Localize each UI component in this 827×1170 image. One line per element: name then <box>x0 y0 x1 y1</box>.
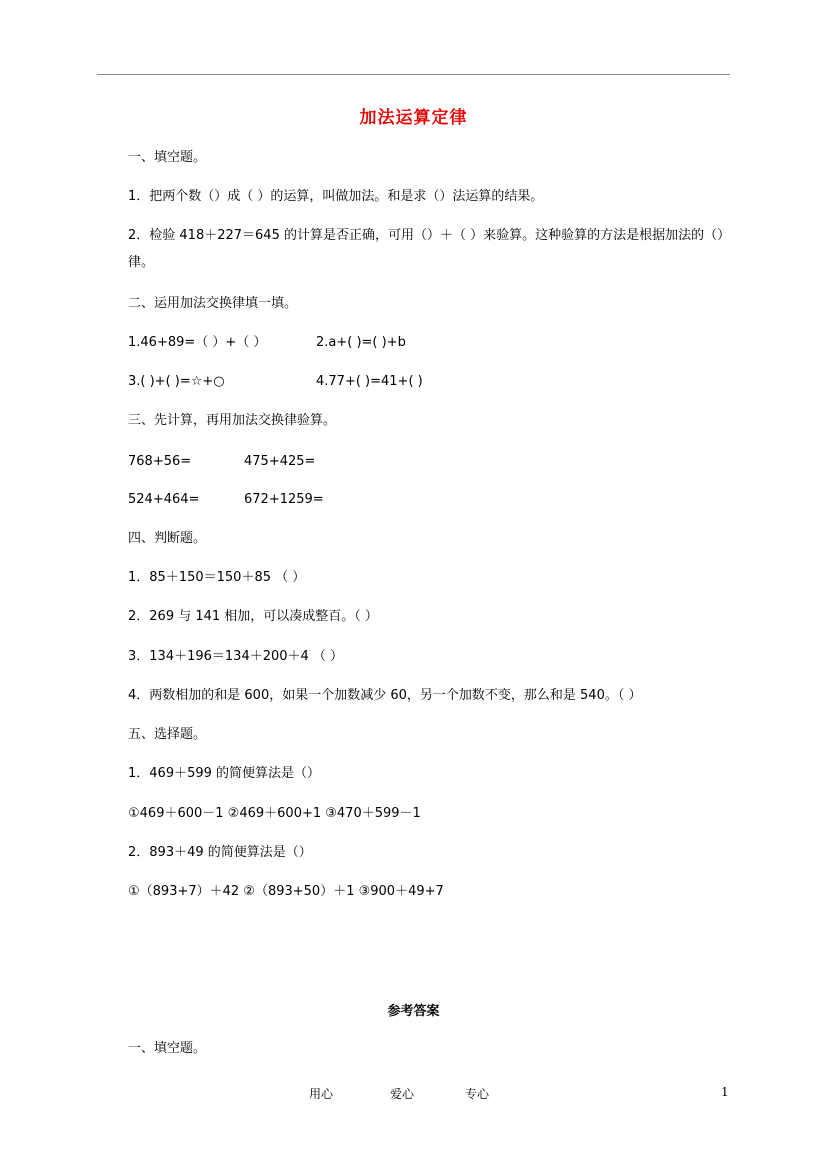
s5-question-2-options: ①（893+7）＋42 ②（893+50）＋1 ③900＋49+7 <box>128 884 444 899</box>
s2-question-2: 2.a+( )=( )+b <box>316 335 406 350</box>
s2-question-4: 4.77+( )=41+( ) <box>316 374 423 389</box>
footer-text-yongxin: 用心 <box>309 1087 334 1101</box>
s3-expression-4: 672+1259= <box>244 492 324 507</box>
section-4-heading: 四、判断题。 <box>128 531 207 546</box>
s4-question-1: 1．85＋150＝150＋85 （ ） <box>128 570 306 585</box>
s4-question-3: 3．134＋196＝134＋200＋4 （ ） <box>128 649 344 664</box>
s4-question-2: 2．269 与 141 相加，可以凑成整百。（ ） <box>128 609 378 624</box>
section-3-heading: 三、先计算，再用加法交换律验算。 <box>128 413 337 428</box>
page-title: 加法运算定律 <box>359 108 468 128</box>
section-5-heading: 五、选择题。 <box>128 727 207 742</box>
s3-expression-1: 768+56= <box>128 454 192 469</box>
answers-title: 参考答案 <box>387 1004 440 1019</box>
footer-text-zhuanxin: 专心 <box>465 1087 490 1101</box>
header-rule <box>97 74 730 75</box>
s5-question-1-options: ①469＋600－1 ②469＋600+1 ③470＋599－1 <box>128 806 421 821</box>
s1-question-2: 2．检验 418＋227＝645 的计算是否正确，可用（）＋（ ）来验算。这种验算的方法是根据加法的（）律。 <box>128 228 731 270</box>
section-1-heading: 一、填空题。 <box>128 150 207 165</box>
s4-question-4: 4．两数相加的和是 600，如果一个加数减少 60，另一个加数不变，那么和是 540。（ ） <box>128 688 642 703</box>
s2-question-1: 1.46+89=（ ）+（ ） <box>128 335 267 350</box>
answers-section-1-heading: 一、填空题。 <box>128 1041 207 1056</box>
section-2-heading: 二、运用加法交换律填一填。 <box>128 296 298 311</box>
s3-expression-3: 524+464= <box>128 492 200 507</box>
page-number: 1 <box>721 1085 729 1099</box>
s5-question-2: 2．893＋49 的简便算法是（） <box>128 845 312 860</box>
s2-question-3: 3.( )+( )=☆+○ <box>128 374 225 389</box>
s5-question-1: 1．469＋599 的简便算法是（） <box>128 766 321 781</box>
s1-question-1: 1．把两个数（）成（ ）的运算，叫做加法。和是求（）法运算的结果。 <box>128 189 544 204</box>
s3-expression-2: 475+425= <box>244 454 316 469</box>
footer-text-aixin: 爱心 <box>390 1087 415 1101</box>
